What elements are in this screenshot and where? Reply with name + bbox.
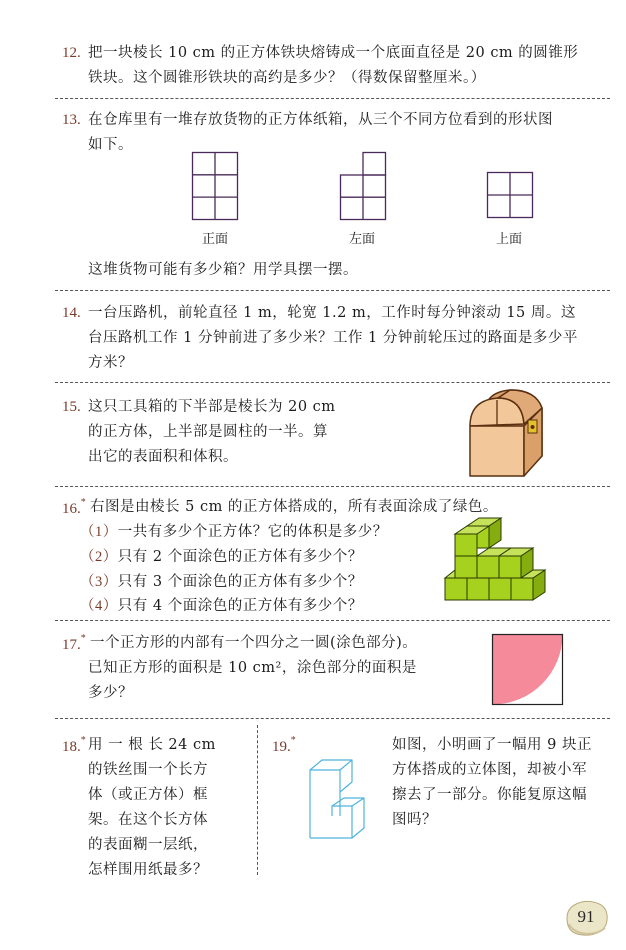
problem-17-number: 17.* <box>62 633 86 653</box>
problem-13-line1: 在仓库里有一堆存放货物的正方体纸箱，从三个不同方位看到的形状图 <box>88 112 553 128</box>
problem-14-number: 14. <box>62 305 81 321</box>
problem-14-line1: 一台压路机，前轮直径 1 m，轮宽 1.2 m，工作时每分钟滚动 15 周。这 <box>88 305 576 321</box>
problem-18-line: 用 一 根 长 24 cm <box>88 737 216 753</box>
problem-18-line: 的表面糊一层纸， <box>88 837 208 853</box>
page-number-badge <box>563 898 609 938</box>
problem-16-item-2: （2）只有 2 个面涂色的正方体有多少个？ <box>80 549 363 565</box>
quarter-circle-figure <box>492 634 564 706</box>
erased-cubes-figure <box>302 750 374 842</box>
problem-14-line3: 方米？ <box>88 355 133 371</box>
problem-15-line3: 出它的表面积和体积。 <box>88 449 238 465</box>
top-view-caption: 上面 <box>495 232 522 247</box>
problem-17-line1: 一个正方形的内部有一个四分之一圆(涂色部分)。 <box>90 635 418 651</box>
left-view-figure <box>340 152 386 220</box>
challenge-star: * <box>80 633 86 644</box>
problem-12-line2: 铁块。这个圆锥形铁块的高约是多少？（得数保留整厘米。） <box>88 70 486 86</box>
top-view-figure <box>487 172 533 218</box>
problem-18-line: 的铁丝围一个长方 <box>88 762 208 778</box>
problem-12-line1: 把一块棱长 10 cm 的正方体铁块熔铸成一个底面直径是 20 cm 的圆锥形 <box>88 45 579 61</box>
problem-16-number: 16.* <box>62 497 86 517</box>
separator <box>55 98 610 99</box>
challenge-star: * <box>290 735 296 746</box>
problem-17-line3: 多少？ <box>88 685 133 701</box>
challenge-star: * <box>80 497 86 508</box>
problem-18-number: 18.* <box>62 735 86 755</box>
challenge-star: * <box>80 735 86 746</box>
problem-17-line2: 已知正方形的面积是 10 cm²，涂色部分的面积是 <box>88 660 417 676</box>
problem-19-number: 19.* <box>272 735 296 755</box>
separator <box>55 290 610 291</box>
problem-19-line: 方体搭成的立体图，却被小军 <box>392 762 587 778</box>
problem-19-line: 擦去了一部分。你能复原这幅 <box>392 787 587 803</box>
problem-18-line: 怎样围用纸最多？ <box>88 862 208 878</box>
toolbox-figure <box>462 386 552 480</box>
problem-15-line2: 的正方体，上半部是圆柱的一半。算 <box>88 424 328 440</box>
problem-18-line: 架。在这个长方体 <box>88 812 208 828</box>
problem-19-line: 图吗？ <box>392 812 437 828</box>
problem-16-item-3: （3）只有 3 个面涂色的正方体有多少个？ <box>80 574 363 590</box>
problem-12-number: 12. <box>62 45 81 61</box>
green-cubes-figure <box>445 518 555 606</box>
problem-15-line1: 这只工具箱的下半部是棱长为 20 cm <box>88 399 336 415</box>
front-view-caption: 正面 <box>201 232 228 247</box>
left-view-caption: 左面 <box>348 232 375 247</box>
column-separator <box>257 725 258 875</box>
problem-13-number: 13. <box>62 112 81 128</box>
front-view-figure <box>192 152 238 220</box>
problem-14-line2: 台压路机工作 1 分钟前进了多少米？工作 1 分钟前轮压过的路面是多少平 <box>88 330 578 346</box>
problem-13-line3: 这堆货物可能有多少箱？用学具摆一摆。 <box>88 262 358 278</box>
separator <box>55 486 610 487</box>
page-number: 91 <box>577 907 595 926</box>
problem-16-item-1: （1）一共有多少个正方体？它的体积是多少？ <box>80 524 388 540</box>
separator <box>55 620 610 621</box>
problem-15-number: 15. <box>62 399 81 415</box>
problem-13-line2: 如下。 <box>88 137 133 153</box>
problem-19-line: 如图，小明画了一幅用 9 块正 <box>392 737 592 753</box>
problem-18-line: 体（或正方体）框 <box>88 787 208 803</box>
problem-16-line1: 右图是由棱长 5 cm 的正方体搭成的，所有表面涂成了绿色。 <box>90 499 498 515</box>
separator <box>55 382 610 383</box>
problem-16-item-4: （4）只有 4 个面涂色的正方体有多少个？ <box>80 598 363 614</box>
separator <box>55 718 610 719</box>
